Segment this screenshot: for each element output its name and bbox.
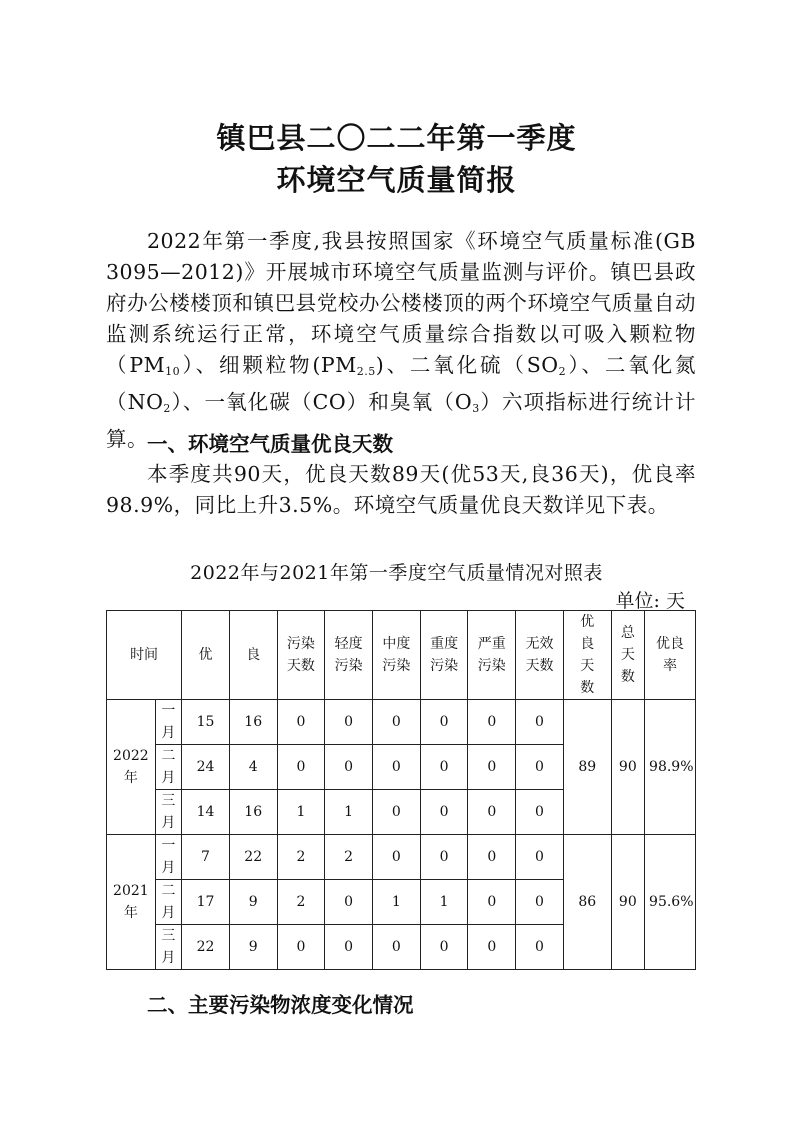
polluted-cell: 2 [277,880,325,925]
heavy-cell: 0 [420,925,468,970]
month-cell: 二月 [155,880,181,925]
section1-heading: 一、环境空气质量优良天数 [147,432,393,456]
light-cell: 2 [325,835,373,880]
polluted-cell: 0 [277,925,325,970]
good-cell: 16 [229,790,277,835]
total-days-cell: 90 [611,835,645,970]
excellent-cell: 17 [182,880,230,925]
moderate-cell: 0 [373,700,421,745]
report-title-line2: 环境空气质量简报 [276,163,517,197]
header-moderate: 中度污染 [373,611,421,700]
header-total-days: 总天数 [611,611,645,700]
good-rate-cell: 95.6% [645,835,696,970]
good-cell: 22 [229,835,277,880]
invalid-cell: 0 [516,745,564,790]
moderate-cell: 0 [373,835,421,880]
table-row [107,835,696,880]
header-time: 时间 [107,611,182,700]
polluted-cell: 2 [277,835,325,880]
severe-cell: 0 [468,835,516,880]
month-cell: 一月 [155,700,181,745]
month-cell: 一月 [155,835,181,880]
severe-cell: 0 [468,745,516,790]
moderate-cell: 0 [373,925,421,970]
header-invalid: 无效天数 [516,611,564,700]
polluted-cell: 0 [277,700,325,745]
good-cell: 9 [229,925,277,970]
year-cell: 2021年 [107,835,156,970]
good-cell: 4 [229,745,277,790]
moderate-cell: 0 [373,745,421,790]
heavy-cell: 0 [420,790,468,835]
good-days-total-cell: 86 [563,835,611,970]
invalid-cell: 0 [516,700,564,745]
light-cell: 1 [325,790,373,835]
excellent-cell: 22 [182,925,230,970]
moderate-cell: 1 [373,880,421,925]
section2-heading: 二、主要污染物浓度变化情况 [147,993,414,1017]
invalid-cell: 0 [516,880,564,925]
heavy-cell: 0 [420,745,468,790]
intro-paragraph: 2022年第一季度,我县按照国家《环境空气质量标准(GB 3095—2012)》开展城市环境空气质量监测与评价。镇巴县政府办公楼楼顶和镇巴县党校办公楼楼顶的两个环境空气质量自动监测系统运行正常，环境空气质量综合指数以可吸入颗粒物$(PM_{10})$、细颗粒物$(PM_{2.5})$、二氧化硫$(SO_2)$、二氧化氮$(NO_2)$、一氧化碳（CO）和臭氧$(O_3)$六项指标进行统计计算。 [106,229,696,451]
polluted-cell: 0 [277,745,325,790]
header-severe: 严重污染 [468,611,516,700]
excellent-cell: 15 [182,700,230,745]
light-cell: 0 [325,745,373,790]
header-good: 良 [229,611,277,700]
header-good-days: 优良天数 [563,611,611,700]
table-header-row [107,611,696,700]
year-cell: 2022年 [107,700,156,835]
heavy-cell: 0 [420,835,468,880]
table-caption: 2022年与2021年第一季度空气质量情况对照表 [190,562,603,584]
total-days-cell: 90 [611,700,645,835]
month-cell: 二月 [155,745,181,790]
severe-cell: 0 [468,790,516,835]
header-light: 轻度污染 [325,611,373,700]
report-title-line1: 镇巴县二〇二二年第一季度 [216,121,577,155]
severe-cell: 0 [468,880,516,925]
excellent-cell: 14 [182,790,230,835]
polluted-cell: 1 [277,790,325,835]
table-unit: 单位: 天 [615,590,685,612]
header-good-rate: 优良率 [645,611,696,700]
invalid-cell: 0 [516,835,564,880]
invalid-cell: 0 [516,790,564,835]
good-cell: 16 [229,700,277,745]
light-cell: 0 [325,880,373,925]
header-excellent: 优 [182,611,230,700]
section1-paragraph: 本季度共90天，优良天数89天(优53天,良36天)，优良率98.9%，同比上升3.5%。环境空气质量优良天数详见下表。 [106,462,696,517]
header-polluted-days: 污染天数 [277,611,325,700]
air-quality-table [106,610,696,970]
header-heavy: 重度污染 [420,611,468,700]
heavy-cell: 1 [420,880,468,925]
month-cell: 三月 [155,925,181,970]
heavy-cell: 0 [420,700,468,745]
light-cell: 0 [325,700,373,745]
moderate-cell: 0 [373,790,421,835]
excellent-cell: 7 [182,835,230,880]
excellent-cell: 24 [182,745,230,790]
severe-cell: 0 [468,700,516,745]
table-row [107,700,696,745]
good-cell: 9 [229,880,277,925]
severe-cell: 0 [468,925,516,970]
light-cell: 0 [325,925,373,970]
month-cell: 三月 [155,790,181,835]
good-rate-cell: 98.9% [645,700,696,835]
good-days-total-cell: 89 [563,700,611,835]
invalid-cell: 0 [516,925,564,970]
